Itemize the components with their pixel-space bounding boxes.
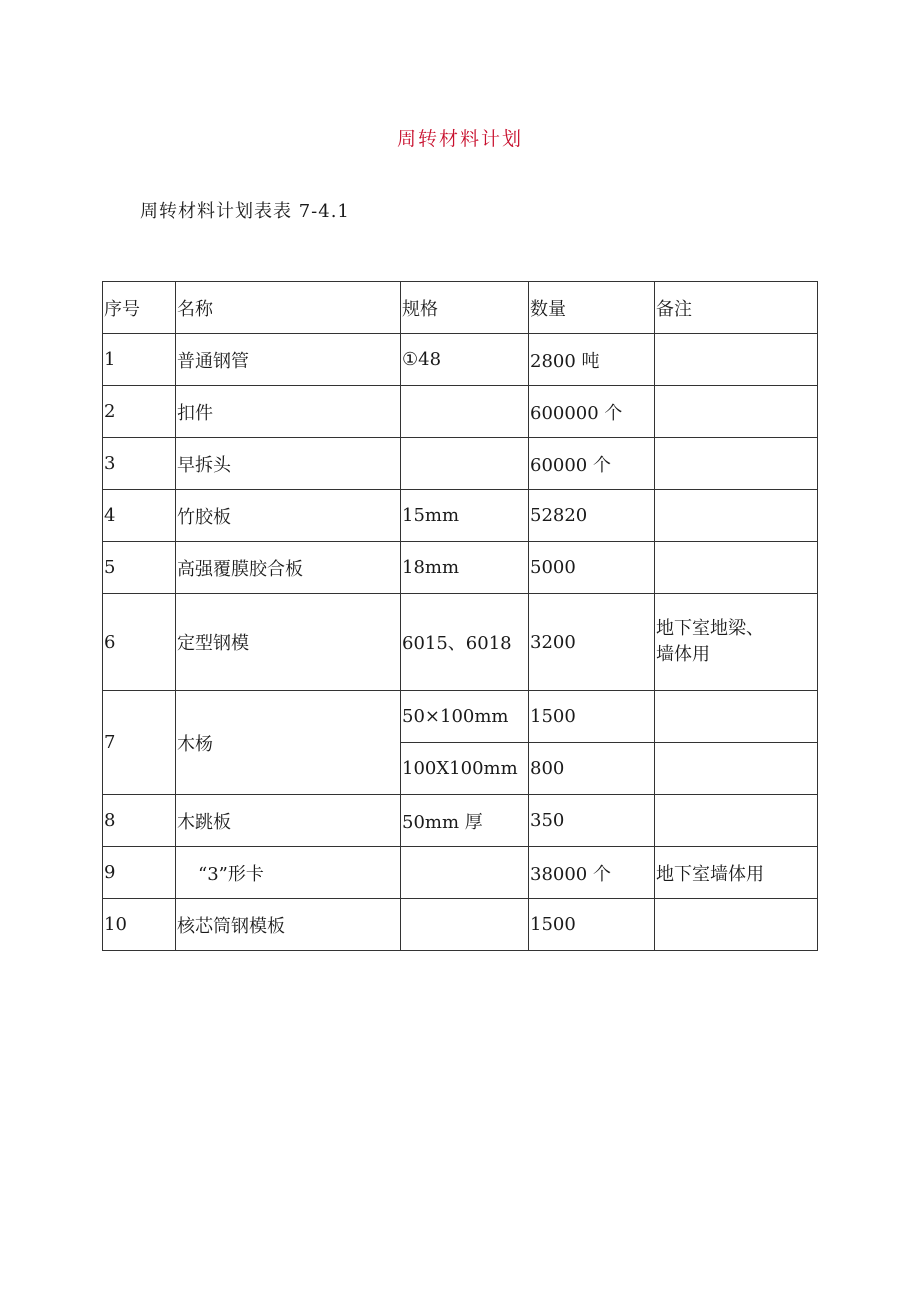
- row-name: 早拆头: [176, 438, 401, 490]
- header-name: 名称: [176, 282, 401, 334]
- row-spec: [401, 899, 529, 951]
- row-spec: 100X100mm: [401, 743, 529, 795]
- row-remark: [655, 743, 818, 795]
- table-row: [103, 542, 818, 594]
- row-remark: [655, 594, 818, 691]
- remark-line-2: 墙体用: [656, 644, 710, 665]
- row-qty: 350: [529, 795, 655, 847]
- row-no: 1: [103, 334, 176, 386]
- row-spec: ①48: [401, 334, 529, 386]
- table-row: [103, 691, 818, 743]
- row-name: 木跳板: [176, 795, 401, 847]
- document-title: 周转材料计划: [396, 128, 523, 150]
- row-spec: [401, 438, 529, 490]
- row-spec: 18mm: [401, 542, 529, 594]
- material-plan-table: [102, 281, 818, 951]
- row-no: 6: [103, 594, 176, 691]
- table-row: [103, 594, 818, 691]
- row-no: 10: [103, 899, 176, 951]
- row-remark: [655, 691, 818, 743]
- row-spec: 6015、6018: [401, 594, 529, 691]
- row-no: 7: [103, 691, 176, 795]
- row-no: 9: [103, 847, 176, 899]
- row-spec: 50×100mm: [401, 691, 529, 743]
- header-spec: 规格: [401, 282, 529, 334]
- row-qty: 1500: [529, 691, 655, 743]
- table-row: [103, 795, 818, 847]
- row-qty: 60000 个: [529, 438, 655, 490]
- row-name: 定型钢模: [176, 594, 401, 691]
- row-spec: 15mm: [401, 490, 529, 542]
- row-name: 核芯筒钢模板: [176, 899, 401, 951]
- header-remark: 备注: [655, 282, 818, 334]
- row-remark: 地下室墙体用: [655, 847, 818, 899]
- row-qty: 2800 吨: [529, 334, 655, 386]
- row-name: 竹胶板: [176, 490, 401, 542]
- remark-line-1: 地下室地梁、: [656, 618, 764, 639]
- row-name: “3”形卡: [176, 847, 401, 899]
- row-qty: 800: [529, 743, 655, 795]
- row-name: 木杨: [176, 691, 401, 795]
- header-qty: 数量: [529, 282, 655, 334]
- table-row: [103, 490, 818, 542]
- row-qty: 52820: [529, 490, 655, 542]
- row-spec: [401, 386, 529, 438]
- row-remark: [655, 899, 818, 951]
- table-row: [103, 899, 818, 951]
- row-no: 3: [103, 438, 176, 490]
- row-spec: [401, 847, 529, 899]
- table-header-row: [103, 282, 818, 334]
- table-caption: 周转材料计划表表 7-4.1: [140, 201, 350, 222]
- row-no: 2: [103, 386, 176, 438]
- row-remark: [655, 795, 818, 847]
- row-name: 高强覆膜胶合板: [176, 542, 401, 594]
- row-no: 4: [103, 490, 176, 542]
- table-row: [103, 438, 818, 490]
- row-no: 5: [103, 542, 176, 594]
- row-qty: 3200: [529, 594, 655, 691]
- row-spec: 50mm 厚: [401, 795, 529, 847]
- row-remark: [655, 542, 818, 594]
- header-no: 序号: [103, 282, 176, 334]
- row-qty: 1500: [529, 899, 655, 951]
- row-remark: [655, 334, 818, 386]
- table-row: [103, 334, 818, 386]
- table-row: [103, 847, 818, 899]
- row-remark: [655, 438, 818, 490]
- row-remark: [655, 386, 818, 438]
- row-qty: 5000: [529, 542, 655, 594]
- row-no: 8: [103, 795, 176, 847]
- row-name: 扣件: [176, 386, 401, 438]
- row-name: 普通钢管: [176, 334, 401, 386]
- row-qty: 38000 个: [529, 847, 655, 899]
- row-qty: 600000 个: [529, 386, 655, 438]
- table-row: [103, 386, 818, 438]
- row-remark: [655, 490, 818, 542]
